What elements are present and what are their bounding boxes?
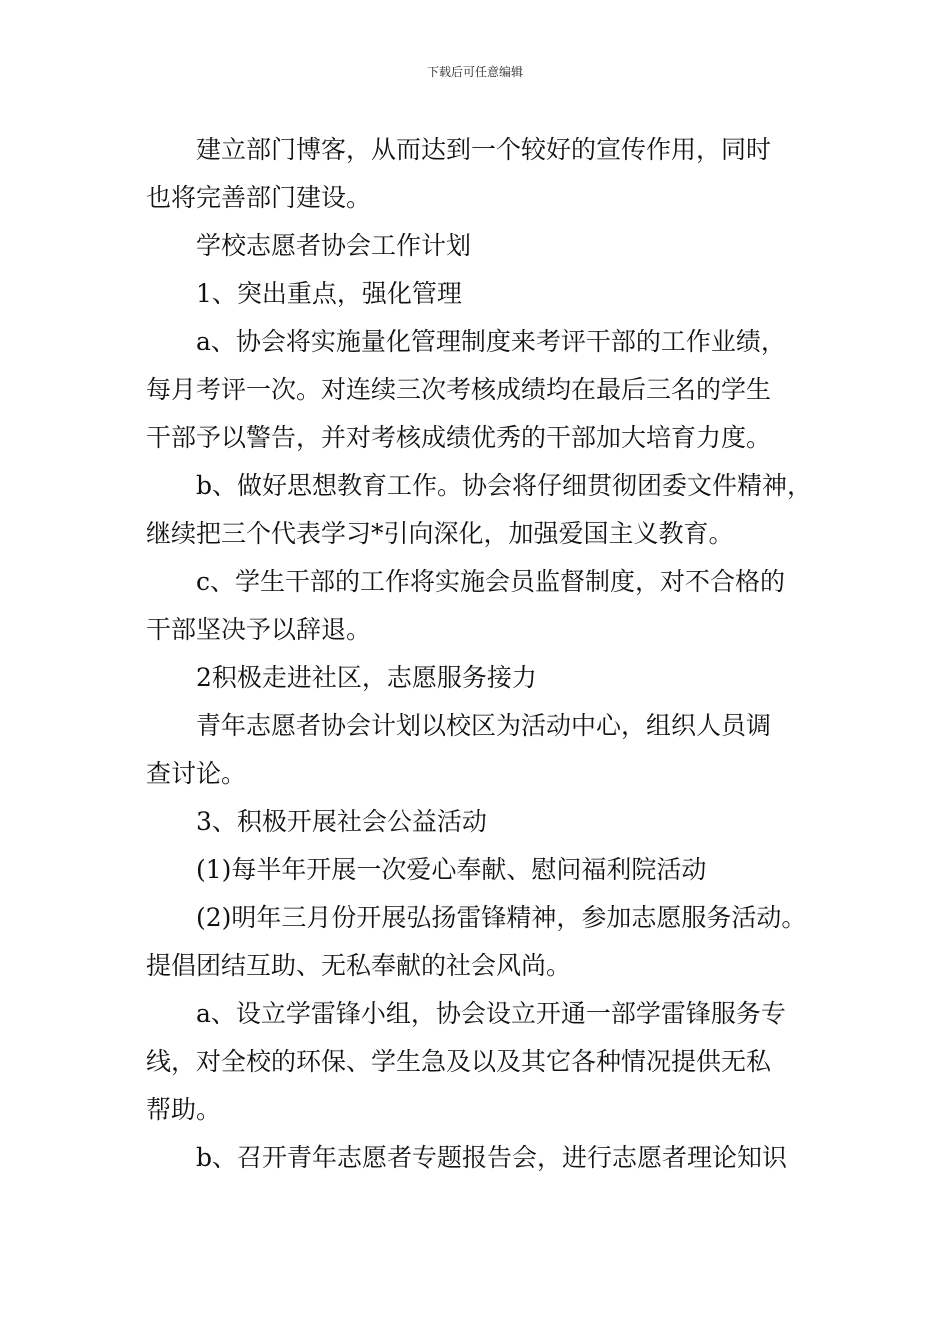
text-line: 帮助。 <box>146 1095 222 1124</box>
paragraph <box>146 318 818 462</box>
text-line: 也将完善部门建设。 <box>146 183 372 212</box>
section-heading <box>146 798 818 846</box>
text-line: 干部坚决予以辞退。 <box>146 615 372 644</box>
text-line: 青年志愿者协会计划以校区为活动中心，组织人员调 <box>196 711 772 740</box>
text-line: 学校志愿者协会工作计划 <box>196 231 472 260</box>
text-line: 2积极走进社区，志愿服务接力 <box>196 663 537 692</box>
text-line: 建立部门博客，从而达到一个较好的宣传作用，同时 <box>196 135 772 164</box>
text-line: 每月考评一次。对连续三次考核成绩均在最后三名的学生 <box>146 375 772 404</box>
text-line: (2)明年三月份开展弘扬雷锋精神，参加志愿服务活动。 <box>196 903 807 932</box>
text-line: c、学生干部的工作将实施会员监督制度，对不合格的 <box>196 567 786 596</box>
text-line: 线，对全校的环保、学生急及以及其它各种情况提供无私 <box>146 1047 772 1076</box>
text-line: a、设立学雷锋小组，协会设立开通一部学雷锋服务专 <box>196 999 786 1028</box>
paragraph <box>146 558 818 654</box>
paragraph <box>146 894 818 990</box>
text-line: a、协会将实施量化管理制度来考评干部的工作业绩， <box>196 327 786 356</box>
paragraph <box>146 846 818 894</box>
text-line: 1、突出重点，强化管理 <box>196 279 462 308</box>
page-header: 下载后可任意编辑 <box>426 65 523 79</box>
section-title <box>146 222 818 270</box>
section-heading <box>146 654 818 702</box>
text-line: b、召开青年志愿者专题报告会，进行志愿者理论知识 <box>196 1143 788 1172</box>
paragraph <box>146 702 818 798</box>
text-line: 提倡团结互助、无私奉献的社会风尚。 <box>146 951 572 980</box>
paragraph <box>146 1134 818 1182</box>
document-body <box>146 126 818 1182</box>
section-heading <box>146 270 818 318</box>
text-line: 查讨论。 <box>146 759 247 788</box>
text-line: 干部予以警告，并对考核成绩优秀的干部加大培育力度。 <box>146 423 772 452</box>
text-line: b、做好思想教育工作。协会将仔细贯彻团委文件精神， <box>196 471 813 500</box>
paragraph <box>146 462 818 558</box>
text-line: (1)每半年开展一次爱心奉献、慰问福利院活动 <box>196 855 707 884</box>
paragraph <box>146 990 818 1134</box>
text-line: 3、积极开展社会公益活动 <box>196 807 487 836</box>
text-line: 继续把三个代表学习*引向深化，加强爱国主义教育。 <box>146 519 734 548</box>
paragraph <box>146 126 818 222</box>
